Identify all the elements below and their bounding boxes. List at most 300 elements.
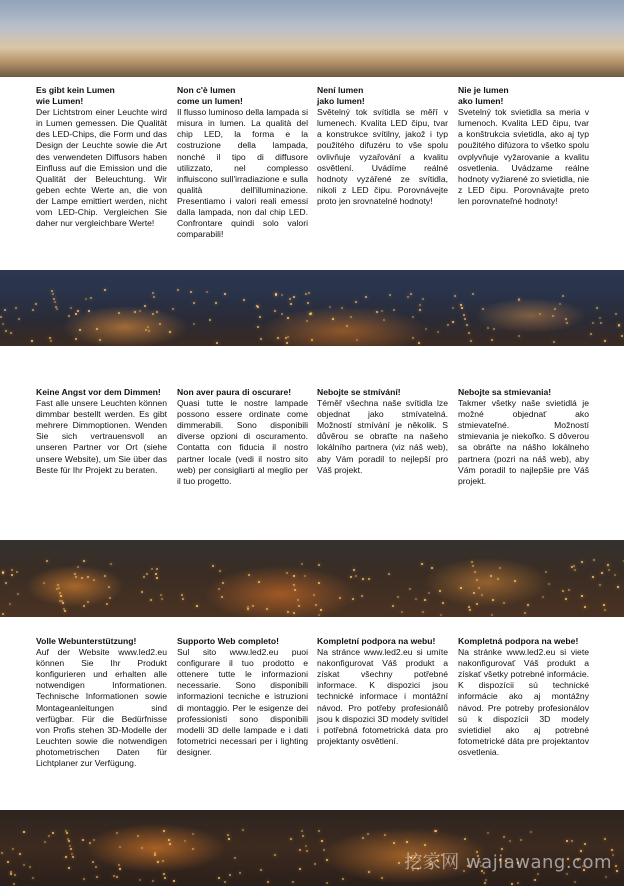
city-light-dot (318, 582, 320, 584)
city-light-dot (346, 325, 348, 327)
section-web-support-de (36, 636, 167, 769)
city-light-dot (258, 581, 260, 583)
city-light-dot (299, 849, 301, 851)
city-light-dot (274, 310, 276, 312)
city-light-dot (35, 303, 37, 305)
city-light-dot (463, 314, 465, 316)
city-light-dot (267, 881, 269, 883)
city-light-dot (568, 589, 570, 591)
city-light-dot (548, 583, 550, 585)
city-light-dot (209, 319, 211, 321)
city-light-dot (11, 569, 13, 571)
city-light-dot (520, 839, 522, 841)
city-light-dot (352, 598, 354, 600)
city-light-dot (118, 864, 120, 866)
city-light-dot (473, 592, 475, 594)
city-light-dot (62, 602, 64, 604)
city-light-dot (81, 577, 83, 579)
city-light-dot (293, 296, 295, 298)
city-light-dot (17, 593, 19, 595)
city-light-dot (614, 574, 616, 576)
city-light-dot (89, 842, 91, 844)
city-light-dot (566, 840, 568, 842)
city-light-dot (491, 614, 493, 616)
section-heading: Nebojte se stmívání! (317, 387, 401, 397)
city-light-dot (119, 846, 121, 848)
city-light-dot (152, 880, 154, 882)
city-light-dot (66, 832, 68, 834)
city-light-dot (562, 590, 564, 592)
city-light-dot (604, 838, 606, 840)
city-light-dot (605, 876, 607, 878)
section-dimming-cs (317, 387, 448, 476)
city-light-dot (565, 598, 567, 600)
city-light-dot (113, 875, 115, 877)
city-light-dot (472, 293, 474, 295)
city-light-dot (287, 317, 289, 319)
city-light-dot (341, 307, 343, 309)
city-light-dot (11, 574, 13, 576)
city-light-dot (484, 882, 486, 884)
city-light-dot (7, 861, 9, 863)
city-light-dot (299, 868, 301, 870)
city-light-dot (534, 879, 536, 881)
city-light-dot (68, 315, 70, 317)
city-light-dot (615, 865, 617, 867)
city-light-dot (18, 318, 20, 320)
city-light-dot (148, 330, 150, 332)
city-light-dot (545, 571, 547, 573)
city-light-dot (355, 301, 357, 303)
city-light-dot (64, 610, 66, 612)
city-light-dot (163, 873, 165, 875)
city-light-dot (5, 582, 7, 584)
city-light-dot (156, 577, 158, 579)
city-light-dot (87, 601, 89, 603)
city-light-dot (160, 594, 162, 596)
city-light-dot (257, 306, 259, 308)
city-light-dot (2, 613, 4, 615)
city-light-dot (468, 606, 470, 608)
city-light-dot (318, 614, 320, 616)
city-light-dot (215, 302, 217, 304)
city-light-dot (252, 605, 254, 607)
city-light-dot (397, 596, 399, 598)
city-light-dot (243, 299, 245, 301)
city-light-dot (83, 605, 85, 607)
city-light-dot (52, 832, 54, 834)
city-light-dot (518, 335, 520, 337)
city-light-dot (407, 296, 409, 298)
city-light-dot (565, 318, 567, 320)
city-light-dot (5, 330, 7, 332)
city-light-dot (452, 321, 454, 323)
section-heading: Keine Angst vor dem Dimmen! (36, 387, 161, 397)
city-light-dot (164, 877, 166, 879)
section-heading: Non aver paura di oscurare! (177, 387, 292, 397)
city-light-dot (134, 311, 136, 313)
city-light-dot (154, 852, 156, 854)
section-heading: Kompletná podpora na webe! (458, 636, 579, 646)
city-light-dot (600, 322, 602, 324)
city-light-dot (219, 570, 221, 572)
city-light-dot (393, 309, 395, 311)
section-dimming-de (36, 387, 167, 476)
city-light-dot (82, 839, 84, 841)
city-light-dot (511, 883, 513, 885)
sunset-sky-photo (0, 0, 624, 77)
city-light-dot (410, 293, 412, 295)
city-light-dot (172, 308, 174, 310)
city-light-dot (590, 333, 592, 335)
city-light-dot (72, 856, 74, 858)
section-text: Na stránce www.led2.eu si umíte nakonfigurovat Váš produkt a získat všechny potřebné informace. K dispozici jsou technické informace i montážní návod. Pro potřeby profesionálů jsou k dispozici 3D modely svítidel i potřebná fotometrická data pro projektanty osvětlení. (317, 647, 448, 746)
city-light-dot (143, 576, 145, 578)
city-light-dot (401, 611, 403, 613)
city-light-dot (574, 569, 576, 571)
city-light-dot (266, 608, 268, 610)
city-light-dot (152, 313, 154, 315)
city-light-dot (147, 326, 149, 328)
city-light-dot (306, 850, 308, 852)
city-light-dot (573, 565, 575, 567)
city-light-dot (293, 584, 295, 586)
city-light-dot (482, 308, 484, 310)
city-light-dot (406, 841, 408, 843)
city-light-dot (104, 289, 106, 291)
city-light-dot (109, 597, 111, 599)
city-light-dot (476, 579, 478, 581)
city-light-dot (110, 563, 112, 565)
city-light-dot (221, 596, 223, 598)
city-light-dot (53, 298, 55, 300)
city-light-dot (539, 313, 541, 315)
city-light-dot (77, 310, 79, 312)
city-light-dot (552, 315, 554, 317)
city-light-dot (242, 829, 244, 831)
city-light-dot (398, 862, 400, 864)
city-light-dot (392, 605, 394, 607)
city-light-dot (161, 598, 163, 600)
city-light-dot (612, 854, 614, 856)
city-light-dot (234, 857, 236, 859)
section-text: Il flusso luminoso della lampada si misura in lumen. La qualità del chip LED, la forma e la costruzione della lampada, nonché il tipo di diffusore utilizzato, nel complesso influiscono sull'irradiazione e sulla qualità dell'illuminazione. Presentiamo i valori reali emessi dalla lampada, non dal chip LED. Confrontare quindi solo valori comparabili! (177, 107, 308, 240)
city-light-dot (52, 293, 54, 295)
city-light-dot (10, 332, 12, 334)
city-night-photo-3 (0, 810, 624, 886)
city-light-dot (599, 317, 601, 319)
city-light-dot (381, 310, 383, 312)
city-light-dot (96, 876, 98, 878)
city-light-dot (326, 859, 328, 861)
city-light-dot (90, 297, 92, 299)
city-light-dot (514, 580, 516, 582)
city-light-dot (79, 329, 81, 331)
city-light-dot (454, 295, 456, 297)
city-light-dot (307, 302, 309, 304)
city-light-dot (281, 313, 283, 315)
city-light-dot (326, 882, 328, 884)
city-light-dot (92, 861, 94, 863)
city-light-dot (141, 591, 143, 593)
city-light-dot (43, 582, 45, 584)
city-light-dot (29, 866, 31, 868)
city-light-dot (87, 576, 89, 578)
city-light-dot (321, 840, 323, 842)
city-light-dot (118, 312, 120, 314)
city-light-dot (229, 874, 231, 876)
city-light-dot (293, 575, 295, 577)
city-light-dot (83, 878, 85, 880)
city-light-dot (96, 328, 98, 330)
city-light-dot (320, 609, 322, 611)
city-light-dot (56, 308, 58, 310)
city-light-dot (227, 834, 229, 836)
city-light-dot (139, 879, 141, 881)
city-light-dot (169, 843, 171, 845)
city-light-dot (4, 309, 6, 311)
city-light-dot (10, 873, 12, 875)
city-light-dot (503, 836, 505, 838)
city-light-dot (593, 559, 595, 561)
section-text: Fast alle unsere Leuchten können dimmbar bestellt werden. Es gibt mehrere Dimmoptionen. Wenden Sie sich vertrauensvoll an unseren Partner vor Ort (siehe unsere Website), um Sie über das Beste für Ihr Projekt zu beraten. (36, 398, 167, 475)
city-light-dot (584, 843, 586, 845)
city-light-dot (206, 291, 208, 293)
section-lumen-sk (458, 85, 589, 207)
city-light-dot (615, 313, 617, 315)
city-light-dot (376, 311, 378, 313)
section-heading: Supporto Web completo! (177, 636, 280, 646)
city-light-dot (332, 318, 334, 320)
city-light-dot (581, 561, 583, 563)
city-light-dot (116, 876, 118, 878)
city-light-dot (275, 293, 277, 295)
city-light-dot (173, 880, 175, 882)
city-light-dot (617, 586, 619, 588)
section-heading: Nie je lumen ako lumen! (458, 85, 509, 107)
city-light-dot (141, 847, 143, 849)
city-light-dot (599, 584, 601, 586)
city-light-dot (527, 604, 529, 606)
city-light-dot (608, 569, 610, 571)
city-light-dot (368, 578, 370, 580)
city-light-dot (361, 595, 363, 597)
city-light-dot (287, 336, 289, 338)
city-light-dot (306, 320, 308, 322)
city-light-dot (75, 338, 77, 340)
city-light-dot (554, 308, 556, 310)
city-light-dot (298, 605, 300, 607)
city-light-dot (293, 612, 295, 614)
city-light-dot (1, 852, 3, 854)
section-text: Der Lichtstrom einer Leuchte wird in Lumen gemessen. Die Qualität des LED-Chips, die Form und das Design der Leuchte sowie die Art des verwendeten Diffusors haben Einfluss auf die Emission und die Qualität der Beleuchtung. Wir geben echte Werte an, die von der Lampe emittiert werden, nicht vom LED-Chip. Vergleichen Sie daher nur vergleichbare Werte! (36, 107, 167, 229)
city-light-dot (367, 833, 369, 835)
city-light-dot (409, 588, 411, 590)
city-lights (0, 270, 624, 346)
city-light-dot (57, 584, 59, 586)
city-light-dot (497, 578, 499, 580)
city-light-dot (218, 877, 220, 879)
city-light-dot (621, 335, 623, 337)
city-light-dot (592, 576, 594, 578)
city-light-dot (32, 309, 34, 311)
city-light-dot (460, 587, 462, 589)
city-light-dot (190, 291, 192, 293)
city-light-dot (485, 879, 487, 881)
city-light-dot (239, 872, 241, 874)
city-light-dot (93, 839, 95, 841)
city-light-dot (491, 339, 493, 341)
city-light-dot (281, 294, 283, 296)
city-light-dot (260, 338, 262, 340)
city-light-dot (77, 566, 79, 568)
city-light-dot (315, 604, 317, 606)
city-light-dot (49, 337, 51, 339)
city-light-dot (329, 306, 331, 308)
city-light-dot (151, 568, 153, 570)
city-light-dot (530, 831, 532, 833)
section-web-support-cs (317, 636, 448, 747)
city-light-dot (439, 590, 441, 592)
city-light-dot (581, 595, 583, 597)
section-text: Quasi tutte le nostre lampade possono essere ordinate come dimmerabili. Sono disponibili diverse opzioni di oscuramento. Contatta con fiducia il nostro partner locale (vedi il nostro sito web) per consigliarti al meglio per il tuo progetto. (177, 398, 308, 486)
city-light-dot (274, 854, 276, 856)
city-light-dot (490, 575, 492, 577)
city-light-dot (442, 602, 444, 604)
city-light-dot (48, 835, 50, 837)
city-light-dot (44, 841, 46, 843)
city-light-dot (156, 568, 158, 570)
city-light-dot (425, 328, 427, 330)
city-lights (0, 540, 624, 617)
city-light-dot (177, 289, 179, 291)
city-light-dot (108, 586, 110, 588)
city-light-dot (452, 307, 454, 309)
city-light-dot (95, 866, 97, 868)
city-light-dot (487, 327, 489, 329)
city-light-dot (478, 587, 480, 589)
section-lumen-cs (317, 85, 448, 207)
city-light-dot (277, 337, 279, 339)
city-light-dot (437, 331, 439, 333)
city-light-dot (422, 611, 424, 613)
city-light-dot (419, 309, 421, 311)
city-light-dot (16, 571, 18, 573)
city-light-dot (247, 608, 249, 610)
city-light-dot (384, 834, 386, 836)
city-light-dot (471, 561, 473, 563)
city-light-dot (144, 305, 146, 307)
section-web-support-it (177, 636, 308, 758)
city-light-dot (292, 881, 294, 883)
city-light-dot (14, 874, 16, 876)
city-light-dot (517, 882, 519, 884)
city-light-dot (290, 303, 292, 305)
city-light-dot (460, 304, 462, 306)
city-light-dot (51, 290, 53, 292)
city-light-dot (466, 324, 468, 326)
section-text: Auf der Website www.led2.eu können Sie Ihr Produkt konfigurieren und erhalten alle notwendigen Informationen. Technische Informationen sowie Montageanleitungen sind verfügbar. Für die Bedürfnisse von Profis stehen 3D-Modelle der Leuchten sowie die notwendigen photometrischen Daten für Lichtplaner zur Verfügung. (36, 647, 167, 769)
city-light-dot (19, 853, 21, 855)
city-light-dot (368, 871, 370, 873)
city-light-dot (476, 603, 478, 605)
city-light-dot (365, 296, 367, 298)
city-light-dot (362, 837, 364, 839)
city-light-dot (318, 830, 320, 832)
city-light-dot (616, 870, 618, 872)
city-night-photo-2 (0, 540, 624, 617)
city-light-dot (287, 611, 289, 613)
city-light-dot (289, 298, 291, 300)
section-heading: Kompletní podpora na webu! (317, 636, 436, 646)
city-light-dot (431, 567, 433, 569)
city-light-dot (0, 316, 2, 318)
city-light-dot (339, 597, 341, 599)
city-light-dot (145, 329, 147, 331)
city-light-dot (70, 307, 72, 309)
city-light-dot (68, 840, 70, 842)
city-light-dot (23, 864, 25, 866)
city-light-dot (15, 307, 17, 309)
city-light-dot (2, 572, 4, 574)
city-light-dot (168, 839, 170, 841)
city-light-dot (152, 292, 154, 294)
city-light-dot (304, 575, 306, 577)
city-light-dot (393, 842, 395, 844)
city-light-dot (155, 573, 157, 575)
city-light-dot (50, 340, 52, 342)
city-light-dot (228, 838, 230, 840)
section-text: Sul sito www.led2.eu puoi configurare il tuo prodotto e ottenere tutte le informazioni necessarie. Sono disponibili informazioni tecniche e istruzioni di montaggio. Per le esigenze dei professionisti sono disponibili modelli 3D delle lampade e i dati fotometrici necessari per i lighting designer. (177, 647, 308, 757)
city-light-dot (257, 326, 259, 328)
city-light-dot (184, 840, 186, 842)
city-light-dot (157, 861, 159, 863)
city-light-dot (163, 830, 165, 832)
city-light-dot (421, 563, 423, 565)
city-light-dot (93, 579, 95, 581)
city-light-dot (424, 844, 426, 846)
city-light-dot (607, 564, 609, 566)
city-light-dot (119, 868, 121, 870)
city-light-dot (301, 563, 303, 565)
city-light-dot (248, 574, 250, 576)
city-light-dot (356, 339, 358, 341)
city-light-dot (259, 316, 261, 318)
city-light-dot (468, 332, 470, 334)
city-light-dot (218, 588, 220, 590)
city-night-photo-1 (0, 270, 624, 346)
city-light-dot (314, 863, 316, 865)
city-light-dot (153, 296, 155, 298)
city-light-dot (447, 324, 449, 326)
section-heading: Není lumen jako lumen! (317, 85, 365, 107)
city-light-dot (428, 592, 430, 594)
city-light-dot (224, 881, 226, 883)
city-light-dot (618, 325, 620, 327)
city-light-dot (32, 877, 34, 879)
city-light-dot (381, 877, 383, 879)
city-light-dot (308, 292, 310, 294)
city-light-dot (83, 560, 85, 562)
section-text: Takmer všetky naše svietidlá je možné objednať ako stmievateľné. Možností stmievania je niekoľko. S dôverou sa obráťte na nášho lokálneho partnera (pozri na náš web), aby Vám poradil to najlepšie pre Váš projekt. (458, 398, 589, 486)
city-light-dot (150, 599, 152, 601)
city-light-dot (54, 301, 56, 303)
city-light-dot (412, 337, 414, 339)
section-lumen-de (36, 85, 167, 229)
city-light-dot (440, 614, 442, 616)
city-light-dot (383, 319, 385, 321)
city-light-dot (68, 867, 70, 869)
